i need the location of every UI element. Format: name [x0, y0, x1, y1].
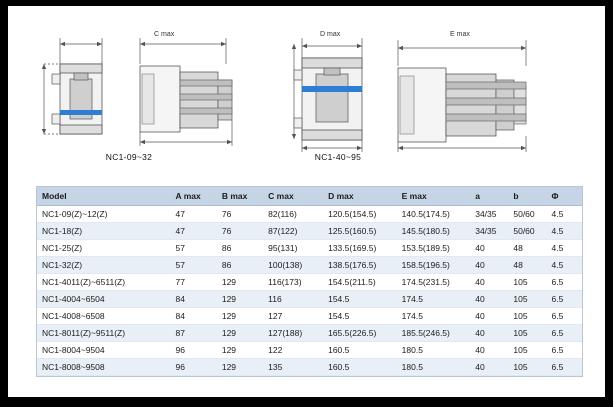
cell-b-max: 129: [217, 308, 263, 325]
dim-label-e-max: E max: [450, 31, 470, 38]
cell-e-max: 174.5(231.5): [397, 274, 471, 291]
cell-d-max: 133.5(169.5): [323, 240, 397, 257]
cell-c-max: 135: [263, 359, 323, 376]
drawings-area: [8, 6, 605, 184]
cell-a-max: 96: [171, 342, 217, 359]
cell-b: 50/60: [508, 223, 546, 240]
col-header-e-max: E max: [397, 187, 471, 206]
cell-phi: 6.5: [547, 291, 583, 308]
cell-a: 40: [470, 257, 508, 274]
cell-a: 40: [470, 274, 508, 291]
datasheet-page: [8, 6, 605, 397]
cell-d-max: 154.5(211.5): [323, 274, 397, 291]
cell-a-max: 84: [171, 308, 217, 325]
cell-b-max: 86: [217, 257, 263, 274]
table-row: [37, 325, 582, 342]
col-header-b-max: B max: [217, 187, 263, 206]
cell-phi: 6.5: [547, 274, 583, 291]
dimension-table: [37, 187, 582, 376]
cell-c-max: 100(138): [263, 257, 323, 274]
cell-e-max: 180.5: [397, 359, 471, 376]
caption-nc1-40-95: NC1-40~95: [314, 152, 362, 162]
cell-c-max: 122: [263, 342, 323, 359]
cell-model: NC1-4008~6508: [37, 308, 171, 325]
table-row: [37, 291, 582, 308]
cell-e-max: 174.5: [397, 291, 471, 308]
cell-phi: 6.5: [547, 325, 583, 342]
cell-a: 34/35: [470, 206, 508, 223]
cell-d-max: 160.5: [323, 359, 397, 376]
cell-b-max: 76: [217, 206, 263, 223]
cell-b-max: 129: [217, 274, 263, 291]
cell-d-max: 165.5(226.5): [323, 325, 397, 342]
dimension-table-wrap: [36, 186, 583, 377]
drawing-nc1-40-95-svg: [280, 24, 580, 154]
col-header-a: a: [470, 187, 508, 206]
cell-e-max: 140.5(174.5): [397, 206, 471, 223]
cell-a-max: 87: [171, 325, 217, 342]
cell-model: NC1-18(Z): [37, 223, 171, 240]
cell-d-max: 125.5(160.5): [323, 223, 397, 240]
dim-label-d-max: D max: [320, 31, 341, 38]
caption-nc1-09-32: NC1-09~32: [105, 152, 153, 162]
cell-c-max: 127: [263, 308, 323, 325]
cell-model: NC1-8011(Z)~9511(Z): [37, 325, 171, 342]
cell-e-max: 158.5(196.5): [397, 257, 471, 274]
cell-model: NC1-32(Z): [37, 257, 171, 274]
cell-c-max: 82(116): [263, 206, 323, 223]
cell-b-max: 129: [217, 359, 263, 376]
cell-phi: 4.5: [547, 206, 583, 223]
dim-label-c-max: C max: [154, 31, 175, 38]
cell-e-max: 174.5: [397, 308, 471, 325]
cell-phi: 4.5: [547, 240, 583, 257]
cell-a: 40: [470, 308, 508, 325]
col-header-model: Model: [37, 187, 171, 206]
drawing-nc1-40-95: [280, 24, 580, 162]
cell-a: 34/35: [470, 223, 508, 240]
cell-c-max: 127(188): [263, 325, 323, 342]
cell-c-max: 116(173): [263, 274, 323, 291]
col-header-phi: Φ: [547, 187, 583, 206]
cell-b: 48: [508, 240, 546, 257]
cell-phi: 6.5: [547, 308, 583, 325]
cell-e-max: 145.5(180.5): [397, 223, 471, 240]
cell-phi: 4.5: [547, 223, 583, 240]
col-header-a-max: A max: [171, 187, 217, 206]
cell-model: NC1-4004~6504: [37, 291, 171, 308]
cell-a-max: 84: [171, 291, 217, 308]
cell-e-max: 153.5(189.5): [397, 240, 471, 257]
cell-a: 40: [470, 342, 508, 359]
drawing-nc1-09-32-svg: [30, 24, 280, 154]
cell-a: 40: [470, 291, 508, 308]
cell-a: 40: [470, 240, 508, 257]
table-header-row: [37, 187, 582, 206]
table-row: [37, 274, 582, 291]
cell-a-max: 47: [171, 223, 217, 240]
cell-b: 105: [508, 325, 546, 342]
cell-b: 105: [508, 308, 546, 325]
col-header-b: b: [508, 187, 546, 206]
table-row: [37, 359, 582, 376]
cell-model: NC1-8008~9508: [37, 359, 171, 376]
cell-b: 105: [508, 359, 546, 376]
cell-a: 40: [470, 359, 508, 376]
cell-a: 40: [470, 325, 508, 342]
cell-b: 105: [508, 274, 546, 291]
cell-d-max: 154.5: [323, 308, 397, 325]
cell-c-max: 95(131): [263, 240, 323, 257]
cell-b-max: 129: [217, 325, 263, 342]
cell-b: 105: [508, 342, 546, 359]
cell-a-max: 96: [171, 359, 217, 376]
cell-phi: 6.5: [547, 342, 583, 359]
cell-model: NC1-09(Z)~12(Z): [37, 206, 171, 223]
cell-b-max: 86: [217, 240, 263, 257]
table-row: [37, 308, 582, 325]
table-row: [37, 257, 582, 274]
cell-phi: 6.5: [547, 359, 583, 376]
cell-model: NC1-25(Z): [37, 240, 171, 257]
col-header-d-max: D max: [323, 187, 397, 206]
cell-a-max: 47: [171, 206, 217, 223]
col-header-c-max: C max: [263, 187, 323, 206]
cell-phi: 4.5: [547, 257, 583, 274]
cell-b: 48: [508, 257, 546, 274]
cell-b-max: 129: [217, 342, 263, 359]
cell-e-max: 185.5(246.5): [397, 325, 471, 342]
cell-b: 105: [508, 291, 546, 308]
cell-a-max: 57: [171, 257, 217, 274]
cell-a-max: 57: [171, 240, 217, 257]
cell-e-max: 180.5: [397, 342, 471, 359]
cell-c-max: 87(122): [263, 223, 323, 240]
cell-d-max: 160.5: [323, 342, 397, 359]
cell-d-max: 154.5: [323, 291, 397, 308]
cell-model: NC1-8004~9504: [37, 342, 171, 359]
cell-c-max: 116: [263, 291, 323, 308]
cell-model: NC1-4011(Z)~6511(Z): [37, 274, 171, 291]
cell-d-max: 138.5(176.5): [323, 257, 397, 274]
table-row: [37, 240, 582, 257]
cell-b: 50/60: [508, 206, 546, 223]
table-row: [37, 223, 582, 240]
table-row: [37, 342, 582, 359]
cell-b-max: 76: [217, 223, 263, 240]
table-row: [37, 206, 582, 223]
cell-b-max: 129: [217, 291, 263, 308]
cell-a-max: 77: [171, 274, 217, 291]
drawing-nc1-09-32: [30, 24, 280, 162]
cell-d-max: 120.5(154.5): [323, 206, 397, 223]
